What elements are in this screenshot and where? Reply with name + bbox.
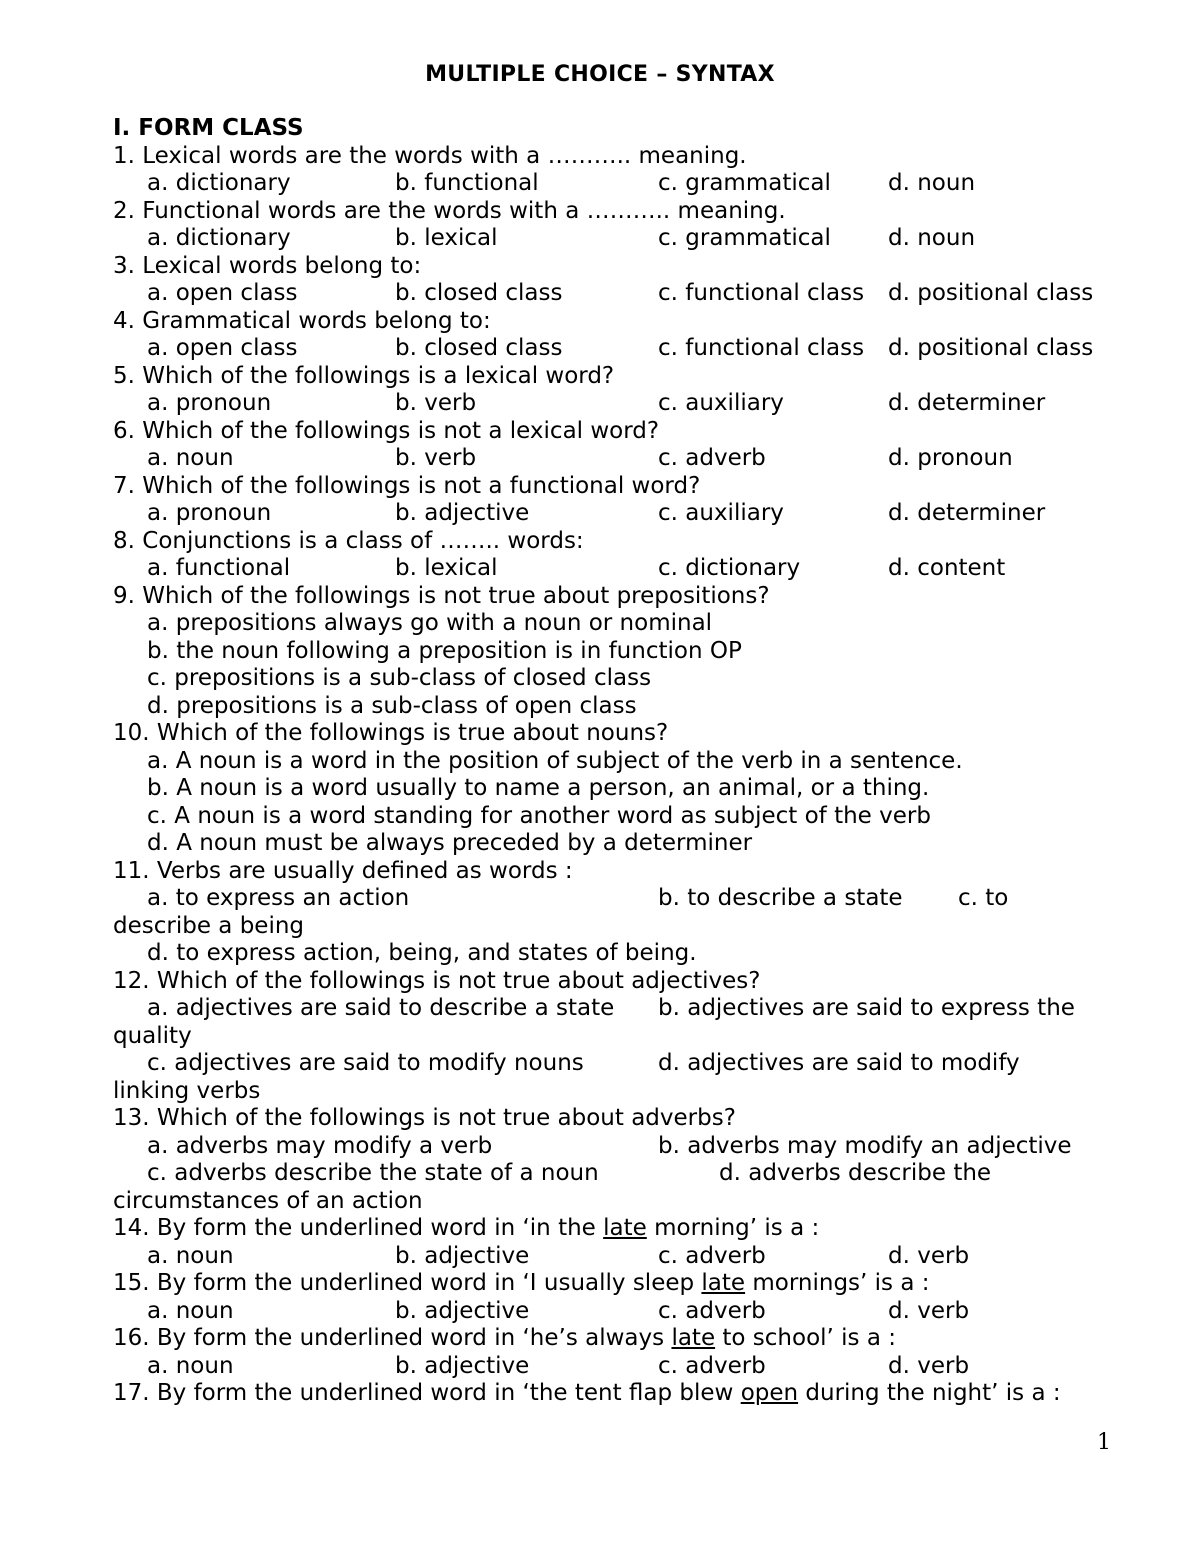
- option-row: [113, 225, 1113, 253]
- option-a: a. dictionary: [147, 170, 291, 196]
- option-continuation: linking verbs: [113, 1077, 261, 1104]
- option-c: c. adverbs describe the state of a noun: [147, 1160, 599, 1186]
- question-stem: 13. Which of the followings is not true about adverbs?: [113, 1105, 736, 1131]
- option-c: c. functional class: [658, 335, 865, 361]
- option-c: c. functional class: [658, 280, 865, 306]
- option-a: a. noun: [147, 1242, 234, 1269]
- option-c: c. adverb: [658, 1352, 766, 1379]
- option-b: b. adverbs may modify an adjective: [658, 1132, 1072, 1159]
- option-c: c. A noun is a word standing for another word as subject of the verb: [147, 802, 931, 829]
- question-stem: 7. Which of the followings is not a functional word?: [113, 472, 701, 499]
- stem-text: 17. By form the underlined word in ‘the tent flap blew: [113, 1380, 741, 1406]
- option-row: [113, 500, 1113, 528]
- option-b: b. the noun following a preposition is in function OP: [147, 637, 742, 664]
- option-c: c. adverb: [658, 1242, 766, 1269]
- question-stem: 8. Conjunctions is a class of …….. words:: [113, 527, 584, 554]
- option-c: c. prepositions is a sub-class of closed class: [147, 665, 652, 691]
- option-a: a. noun: [147, 1297, 234, 1324]
- option-row: [113, 1353, 1113, 1381]
- option-a: a. noun: [147, 445, 234, 471]
- option-row: [113, 1050, 1113, 1078]
- stem-text: 16. By form the underlined word in ‘he’s always: [113, 1325, 672, 1351]
- option-d: d. to express action, being, and states of being.: [147, 940, 697, 966]
- option-d: d. content: [888, 555, 1006, 581]
- option-d: d. verb: [888, 1242, 970, 1269]
- question-stem: 3. Lexical words belong to:: [113, 252, 422, 279]
- option-b: b. adjective: [395, 1352, 530, 1379]
- option-a: a. open class: [147, 335, 298, 361]
- question-stem: 10. Which of the followings is true about nouns?: [113, 720, 669, 746]
- option-b: b. verb: [395, 445, 477, 471]
- question-stem: 11. Verbs are usually defined as words :: [113, 857, 573, 884]
- option-d: d. verb: [888, 1352, 970, 1379]
- option-row: [113, 995, 1113, 1023]
- option-row: [113, 280, 1113, 308]
- option-b: b. A noun is a word usually to name a person, an animal, or a thing.: [147, 775, 930, 801]
- option-row: [113, 1133, 1113, 1161]
- stem-text: 15. By form the underlined word in ‘I usually sleep: [113, 1270, 702, 1296]
- question-stem: 12. Which of the followings is not true about adjectives?: [113, 967, 761, 994]
- stem-text: 14. By form the underlined word in ‘in the: [113, 1215, 604, 1241]
- option-a: a. functional: [147, 555, 291, 581]
- option-d: d. verb: [888, 1297, 970, 1324]
- option-a: a. pronoun: [147, 390, 272, 416]
- option-continuation: circumstances of an action: [113, 1187, 423, 1214]
- question-list: [113, 115, 1113, 1408]
- option-row: [113, 335, 1113, 363]
- option-b: b. closed class: [395, 335, 563, 361]
- question-stem: 9. Which of the followings is not true about prepositions?: [113, 582, 770, 609]
- underlined-word: late: [603, 1215, 647, 1241]
- option-b: b. lexical: [395, 225, 498, 251]
- option-d: d. positional class: [888, 335, 1094, 361]
- option-d: d. noun: [888, 225, 976, 251]
- option-a: a. prepositions always go with a noun or nominal: [147, 610, 713, 636]
- option-d: d. noun: [888, 170, 976, 196]
- option-b: b. adjectives are said to express the: [658, 995, 1075, 1021]
- option-c: c. adverb: [658, 1297, 766, 1324]
- option-continuation: describe a being: [113, 912, 305, 939]
- option-c: c. dictionary: [658, 555, 801, 581]
- question-stem: 2. Functional words are the words with a ……….. meaning.: [113, 197, 786, 224]
- question-stem: 5. Which of the followings is a lexical word?: [113, 362, 615, 389]
- option-b: b. closed class: [395, 280, 563, 306]
- underlined-word: open: [740, 1380, 799, 1406]
- option-d: d. positional class: [888, 280, 1094, 306]
- option-d: d. pronoun: [888, 445, 1013, 471]
- option-c: c. grammatical: [658, 225, 831, 251]
- option-row: [113, 1298, 1113, 1326]
- stem-text: mornings’ is a :: [745, 1270, 930, 1296]
- option-row: [113, 1160, 1113, 1188]
- option-c: c. auxiliary: [658, 500, 784, 526]
- option-row: [113, 1243, 1113, 1271]
- option-d: d. prepositions is a sub-class of open class: [147, 692, 637, 719]
- option-row: [113, 170, 1113, 198]
- option-c: c. adverb: [658, 445, 766, 471]
- option-d: d. determiner: [888, 390, 1046, 416]
- option-b: b. lexical: [395, 555, 498, 581]
- question-stem: [113, 1325, 1113, 1353]
- option-c: c. to: [958, 885, 1009, 911]
- option-b: b. functional: [395, 170, 539, 196]
- stem-text: during the night’ is a :: [798, 1380, 1061, 1406]
- page-title: MULTIPLE CHOICE – SYNTAX: [425, 62, 775, 87]
- option-d: d. adverbs describe the: [719, 1160, 992, 1186]
- question-stem: 6. Which of the followings is not a lexical word?: [113, 417, 660, 444]
- option-c: c. adjectives are said to modify nouns: [147, 1050, 584, 1076]
- question-stem: 1. Lexical words are the words with a ……….. meaning.: [113, 142, 747, 169]
- option-d: d. A noun must be always preceded by a determiner: [147, 830, 753, 856]
- option-continuation: quality: [113, 1022, 192, 1049]
- option-a: a. adjectives are said to describe a state: [147, 995, 615, 1021]
- option-c: c. grammatical: [658, 170, 831, 196]
- option-a: a. pronoun: [147, 500, 272, 526]
- option-row: [113, 390, 1113, 418]
- option-a: a. to express an action: [147, 885, 410, 911]
- option-a: a. A noun is a word in the position of subject of the verb in a sentence.: [147, 747, 963, 774]
- option-a: a. adverbs may modify a verb: [147, 1132, 493, 1159]
- option-d: d. determiner: [888, 500, 1046, 526]
- underlined-word: late: [671, 1325, 716, 1351]
- option-b: b. adjective: [395, 500, 530, 526]
- option-a: a. noun: [147, 1352, 234, 1379]
- question-stem: [113, 1215, 1113, 1243]
- option-b: b. to describe a state: [658, 885, 903, 911]
- option-b: b. verb: [395, 390, 477, 416]
- option-row: [113, 885, 1113, 913]
- option-a: a. open class: [147, 280, 298, 306]
- option-d: d. adjectives are said to modify: [658, 1050, 1020, 1076]
- option-row: [113, 445, 1113, 473]
- option-b: b. adjective: [395, 1242, 530, 1269]
- question-stem: [113, 1270, 1113, 1298]
- stem-text: to school’ is a :: [715, 1325, 897, 1351]
- option-a: a. dictionary: [147, 225, 291, 251]
- option-c: c. auxiliary: [658, 390, 784, 416]
- option-row: [113, 555, 1113, 583]
- question-stem: [113, 1380, 1113, 1408]
- page-number: 1: [1097, 1430, 1111, 1455]
- stem-text: morning’ is a :: [646, 1215, 820, 1241]
- underlined-word: late: [701, 1270, 746, 1296]
- question-stem: 4. Grammatical words belong to:: [113, 307, 491, 334]
- section-heading: I. FORM CLASS: [113, 115, 304, 141]
- option-b: b. adjective: [395, 1297, 530, 1324]
